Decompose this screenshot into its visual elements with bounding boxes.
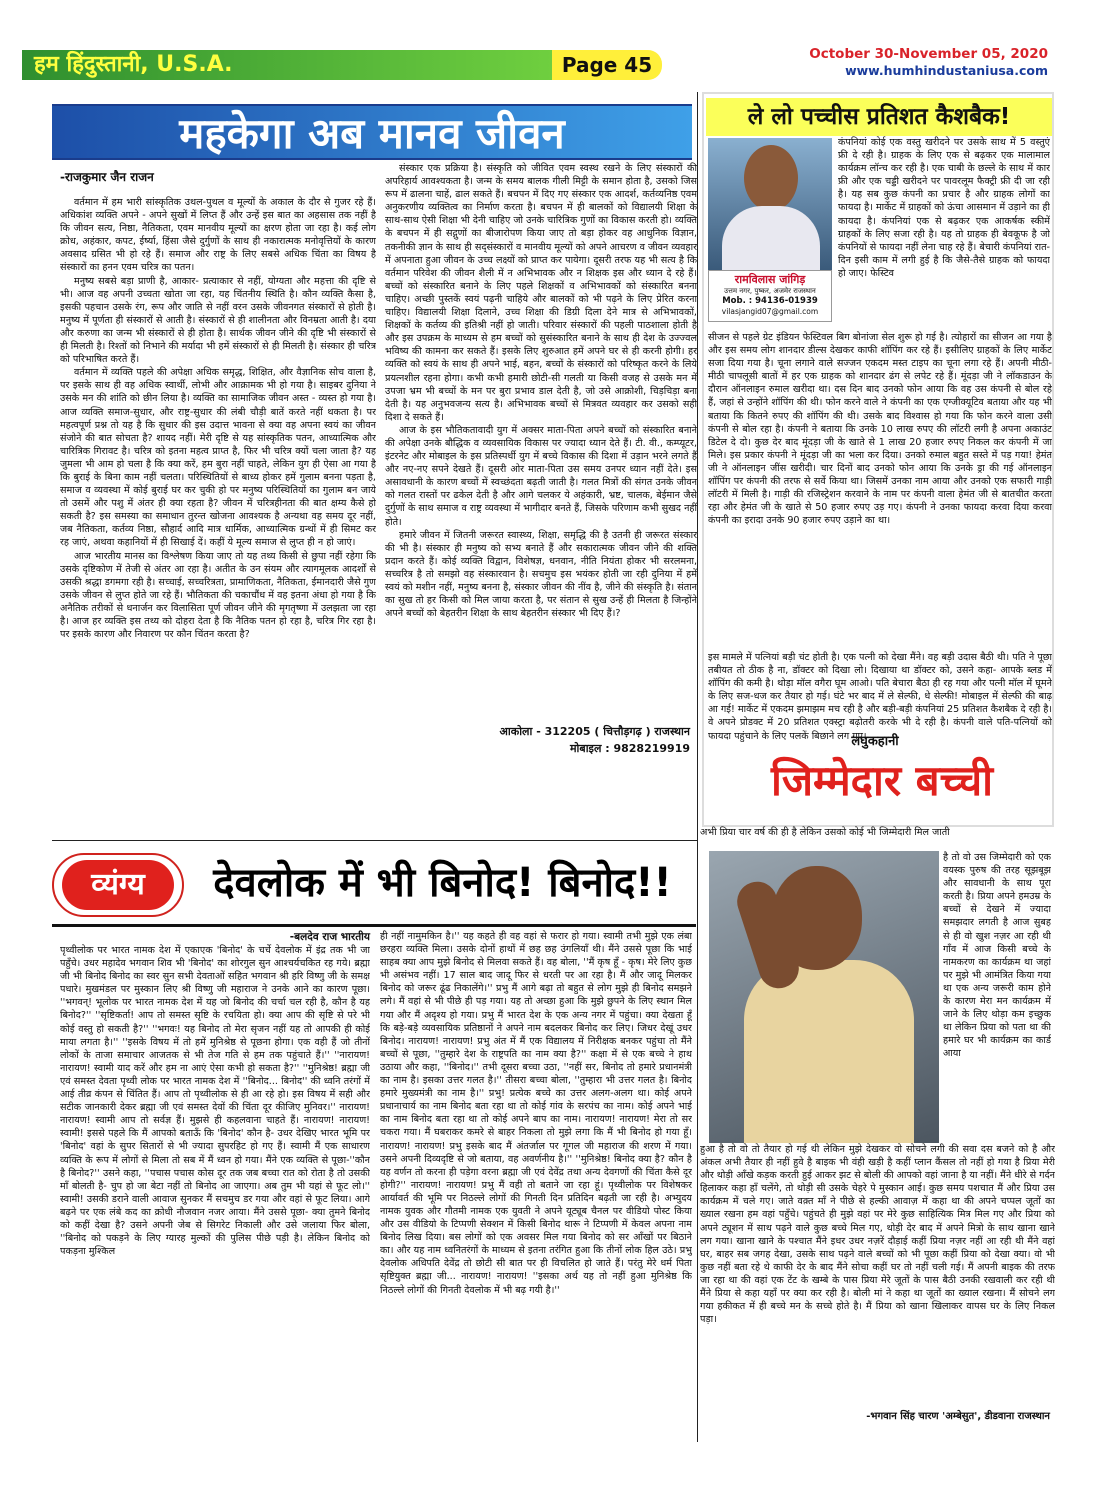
- author-name: रामविलास जांगिड़: [734, 273, 806, 286]
- cashback-intro: कंपनियां कोई एक वस्तु खरीदने पर उसके साथ में 5 वस्तुएं फ्री दे रही है। ग्राहक के लिए एक से बढ़कर एक मालामाल कार्यक्रम लॉन्च कर रही है। एक चाबी के छल्ले के साथ में कार फ्री और एक चड्डी खरीदने पर पावरलूम फैक्ट्री फ्री दी जा रही है। यह सब कुछ कंपनी का प्रचार है और ग्राहक लोगों का फायदा है। मार्केट में ग्राहकों को ऊंचा आसमान में उड़ाने का ही कायदा है। कंपनियां एक से बढ़कर एक आकर्षक स्कीमें ग्राहकों के लिए सजा रही है। यह तो ग्राहक ही बेवकूफ है जो कंपनियों से फायदा नहीं लेना चाह रहे हैं। बेचारी कंपनियां रात-दिन इसी काम में लगी हुई है कि जैसे-तैसे ग्राहक को फायदा हो जाए। फेस्टिव: [838, 137, 1050, 279]
- paragraph: मनुष्य सबसे बड़ा प्राणी है, आकार- प्रत्याकार से नहीं, योग्यता और महत्ता की दृष्टि से भी। आज वह अपनी उच्चता खोता जा रहा, यह चिंतनीय स्थिति है। कौन व्यक्ति कैसा है, इसकी पहचान उसके रंग, रूप और जाति से नहीं वरन उसके जीवनगत संस्कारों से होती है। मनुष्य में पूर्णता ही संस्कारों से आती है। संस्कारों से ही शालीनता और विनम्रता आती है। दया और करुणा का जन्म भी संस्कारों से ही होता है। सार्थक जीवन जीने की दृष्टि भी संस्कारों से ही मिलती है। रिश्तों को निभाने की मर्यादा भी हमें संस्कारों से ही मिलती है। संस्कार ही चरित्र को परिभाषित करते हैं।: [60, 275, 376, 366]
- author-mobile: मोबाइल : 9828219919: [569, 742, 690, 755]
- paragraph: हमारे जीवन में जितनी जरूरत स्वास्थ्य, शिक्षा, समृद्धि की है उतनी ही जरूरत संस्कार की भी है। संस्कार ही मनुष्य को सभ्य बनाते हैं और सकारात्मक जीवन जीने की शक्ति प्रदान करते हैं। कोई व्यक्ति विद्वान, विशेषज्ञ, धनवान, नीति नियंता होकर भी सरलमना, सच्चरित्र है तो समझो वह संस्कारवान है। सचमुच इस भयंकर होती जा रही दुनिया में हमें स्वयं को मशीन नहीं, मनुष्य बनना है, संस्कार जीवन की नींव है, जीने की संस्कृति है। संतान का सुख तो हर किसी को मिल जाया करता है, पर संतान से सुख उन्हें ही मिलता है जिन्होंने अपने बच्चों को बेहतरीन शिक्षा के साथ बेहतरीन संस्कार भी दिए हैं।?: [385, 529, 697, 620]
- satire-column-1: पृथ्वीलोक पर भारत नामक देश में एकाएक 'बिनोद' के चर्चे देवलोक में इंद्र तक भी जा पहुँचे। उधर महादेव भगवान शिव भी 'बिनोद' का शोरगुल सुन आश्चर्यचकित रह गये। ब्रह्मा जी भी बिनोद बिनोद का स्वर सुन सभी देवताओं सहित भगवान श्री हरि विष्णु जी के समक्ष पधारे। मुखमंडल पर मुस्कान लिए श्री विष्णु जी महाराज ने उनके आने का कारण पूछा। ''भगवन्! भूलोक पर भारत नामक देश में यह जो बिनोद की चर्चा चल रही है, कौन है यह बिनोद?'' ''सृष्टिकर्ता! आप तो समस्त सृष्टि के रचयिता हो। क्या आप की सृष्टि से परे भी कोई वस्तु हो सकती है?'' ''भगवः! यह बिनोद तो मेरा सृजन नहीं यह तो आपकी ही कोई माया लगता है।'' ''इसके विषय में तो हमें मुनिश्रेष्ठ से पूछना होगा। एक वही हैं जो तीनों लोकों के ताजा समाचार आजतक से भी तेज गति से हम तक पहुंचाते हैं।'' ''नारायण! नारायण! स्वामी याद करें और हम ना आएं ऐसा कभी हो सकता है?'' ''मुनिश्रेष्ठ! ब्रह्मा जी एवं समस्त देवता पृथ्वी लोक पर भारत नामक देश में ''बिनोद... बिनोद'' की ध्वनि तरंगों में आई तीव्र कंपन से चिंतित हैं। आप तो पृथ्वीलोक से ही आ रहे हो। इस विषय में सही और सटीक जानकारी देकर ब्रह्मा जी एवं समस्त देवों की चिंता दूर कीजिए मुनिवर।'' नारायण! नारायण! स्वामी आप तो सर्वज्ञ हैं। मुझसे ही कहलवाना चाहते हैं। नारायण! नारायण! स्वामी! इससे पहले कि मैं आपको बताऊँ कि 'बिनोद' कौन है- उधर देखिए भारत भूमि पर 'बिनोद' वहां के सुपर सितारों से भी ज्यादा सुपरहिट हो गए हैं। स्वामी मैं एक साधारण व्यक्ति के रूप में लोगों से मिला तो सब में मैं ध्वन हो गया। मैंने एक व्यक्ति से पूछा-''कौन है बिनोद?'' उसने कहा, ''पचास पचास कोस दूर तक जब बच्चा रात को रोता है तो उसकी माँ बोलती है- चुप हो जा बेटा नहीं तो बिनोद आ जाएगा। अब तुम भी यहां से फूट लो।'' स्वामी! उसकी डराने वाली आवाज सुनकर मैं सचमुच डर गया और वहां से फूट लिया। आगे बढ़ने पर एक लंबे कद का क्रोधी नौजवान नजर आया। मैंने उससे पूछा- क्या तुमने बिनोद को कहीं देखा है? उसने अपनी जेब से सिगरेट निकाली और उसे जलाया फिर बोला, ''बिनोद को पकड़ने के लिए ग्यारह मुल्कों की पुलिस पीछे पड़ी है। लेकिन बिनोद को पकड़ना मुश्किल: [60, 945, 370, 1258]
- satire-author: -बलदेव राज भारतीय: [289, 931, 370, 943]
- issue-date: October 30-November 05, 2020: [809, 46, 1048, 62]
- divider: [52, 924, 696, 927]
- article-column-2: [385, 162, 697, 747]
- cashback-body: सीजन से पहले ग्रेट इंडियन फेस्टिवल बिग बोनांजा सेल शुरू हो गई है। त्योहारों का सीजन आ गया है और इस समय लोग शानदार डील्स देखकर काफी शॉपिंग कर रहे हैं। इसीलिए ग्राहकों के लिए मार्केट सजा दिया गया है। चूना लगाने वाले सज्जन एकदम मस्त टाइप का चूना लगा रहे हैं। अपनी मीठी-मीठी चापलूसी बातों में हर एक ग्राहक को शानदार ढंग से लपेट रहे हैं। मूंदड़ा जी ने लॉकडाउन के दौरान ऑनलाइन रुमाल खरीदा था। दस दिन बाद उनको फोन आया कि वह उस कंपनी से बोल रहे हैं, जहां से उन्होंने शॉपिंग की थी। फोन करने वाले ने कंपनी का एक एग्जीक्यूटिव बताया और यह भी बताया कि कितने रुपए की शॉपिंग की थी। उसके बाद विश्वास हो गया कि फोन करने वाला उसी कंपनी से बोल रहा है। कंपनी ने बताया कि उनके 10 लाख रुपए की लॉटरी लगी है अपना अकाउंट डिटेल दे दो। कुछ देर बाद मूंदड़ा जी के खाते से 1 लाख 20 हजार रुपए निकल कर कंपनी में जा मिले। इस प्रकार कंपनी ने मूंदड़ा जी का भला कर दिया। उनको रुमाल बहुत सस्ते में पड़ गया! हेमंत जी ने ऑनलाइन जींस खरीदी। चार दिनों बाद उनको फोन आया कि उनके ड्रा की गई ऑनलाइन शॉपिंग पर कंपनी की तरफ से सर्वे किया था। जिसमें उनका नाम आया और उनको एक सफारी गाड़ी लॉटरी में मिली है। गाड़ी की रजिस्ट्रेशन करवाने के नाम पर कंपनी वाला हेमंत जी से बातचीत करता रहा और हेमंत जी के खाते से 50 हजार रुपए उड़ गए। कंपनी ने उनका फायदा करवा दिया करवा कंपनी का इरादा उनके 90 हजार रुपए उड़ाने का था।: [708, 332, 1052, 527]
- paper-name: हम हिंदुस्तानी, U.S.A.: [34, 52, 233, 77]
- satire-title: देवलोक में भी बिनोद! बिनोद!!: [213, 860, 672, 906]
- paragraph: आज के इस भौतिकतावादी युग में अक्सर माता-पिता अपने बच्चों को संस्कारित बनाने की अपेक्षा उनके बौद्धिक व व्यवसायिक विकास पर ज्यादा ध्यान देते हैं। टी. वी., कम्प्यूटर, इंटरनेट और मोबाइल के इस प्रतिस्पर्धी युग में बच्चे विकास की दिशा में उड़ान भरने लगते हैं और नए-नए सपने देखते हैं। दूसरी ओर माता-पिता उस समय उनपर ध्यान नहीं देते। इस असावधानी के कारण बच्चों में स्वच्छंदता बढ़ती जाती है। गलत मित्रों की संगत उनके जीवन को गलत रास्तों पर ढकेल देती है और आगे चलकर ये अहंकारी, भ्रष्ट, चालक, बेईमान जैसे दुर्गुणों के साथ समाज व राष्ट्र व्यवस्था में भागीदार बनते हैं, जिसके परिणाम कभी सुखद नहीं होते।: [385, 424, 697, 528]
- page-number-badge: Page 45: [552, 50, 662, 80]
- author-place: उत्तम नगर, पुष्कर, अजमेर राजस्थान: [724, 287, 816, 295]
- story-side-text: है तो वो उस जिम्मेदारी को एक वयस्क पुरुष की तरह सूझबूझ और सावधानी के साथ पूरा करती है। प्रिया अपने हमउम्र के बच्चों से देखने में ज्यादा समझदार लगती है आज सुबह से ही वो खुश नज़र आ रही थी गाँव में आज किसी बच्चे के नामकरण का कार्यक्रम था जहां पर मुझे भी आमंत्रित किया गया था एक अन्य जरूरी काम होने के कारण मेरा मन कार्यक्रम में जाने के लिए थोड़ा कम इच्छुक था लेकिन प्रिया को पता था की हमारे घर भी कार्यक्रम का कार्ड आया: [943, 852, 1051, 1060]
- cashback-body-2: इस मामले में पत्नियां बड़ी चंट होती है। एक पत्नी को देखा मैंने। वह बड़ी उदास बैठी थी। पति ने पूछा तबीयत तो ठीक है ना, डॉक्टर को दिखा लो। दिखाया था डॉक्टर को, उसने कहा- आपके ब्लड में शॉपिंग की कमी है। थोड़ा मॉल वगैरा घूम आओ। पति बेचारा बैठा ही रह गया और पत्नी मॉल में घूमने के लिए सज-धज कर तैयार हो गई। घंटे भर बाद में ले सेल्फी, धे सेल्फी! मोबाइल में सेल्फी की बाढ़ आ गई! मार्केट में एकदम झमाझम मच रही है और बड़ी-बड़ी कंपनियां 25 प्रतिशत कैशबैक दे रही है। वे अपने प्रोडक्ट में 20 प्रतिशत एक्स्ट्रा बढ़ोतरी करके भी दे रही है। कंपनी वाले पति-पत्नियों को फायदा पहुंचाने के लिए पलकें बिछाने लग गए।: [708, 652, 1052, 742]
- story-author: -भगवान सिंह चारण 'अम्बेसुत', डीडवाना राजस्थान: [866, 1411, 1050, 1422]
- author-email: vilasjangid07@gmail.com: [721, 307, 819, 316]
- author-shirt: [722, 206, 820, 270]
- article-column-1: [60, 196, 376, 836]
- article-title: महकेगा अब मानव जीवन: [52, 104, 692, 160]
- author-face: [744, 145, 798, 211]
- newspaper-masthead: [22, 50, 552, 80]
- satire-badge: व्यंग्य: [62, 860, 174, 910]
- story-intro: अभी प्रिया चार वर्ष की ही है लेकिन उसको कोई भी जिम्मेदारी मिल जाती: [700, 827, 950, 838]
- paragraph: वर्तमान में व्यक्ति पहले की अपेक्षा अधिक समृद्ध, शिक्षित, और वैज्ञानिक सोच वाला है, पर इसके साथ ही वह अधिक स्वार्थी, लोभी और आक्रामक भी हो गया है। साइबर दुनिया ने उसके मन की शांति को छीन लिया है। व्यक्ति का सामाजिक जीवन अस्त - व्यस्त हो गया है। आज व्यक्ति समाज-सुधार, और राष्ट्र-सुधार की लंबी चौड़ी बातें करते नहीं थकता है। पर महत्वपूर्ण प्रश्न तो यह है कि सुधार की इस उदात्त भावना से क्या वह अपना स्वयं का जीवन संजोने की बात सोचता है? शायद नहीं। मेरी दृष्टि से यह सांस्कृतिक पतन, आध्यात्मिक और चारित्रिक गिरावट है। चरित्र को इतना महत्व प्राप्त है, फिर भी चरित्र क्यों चला जाता है? यह जुमला भी आम हो चला है कि क्या करें, हम बुरा नहीं चाहते, लेकिन युग ही ऐसा आ गया है कि बुराई के बिना काम नहीं चलता। परिस्थितियों से बाध्य होकर हमें गुलाम बनना पड़ता है, समाज व व्यवस्था में कोई बुराई घर कर चुकी हो पर मनुष्य परिस्थितियों का गुलाम बन जाये तो उसमें और पशु में अंतर ही क्या रहता है? जीवन में चरित्रहीनता की बात क्षम्य कैसे हो सकती है? इस समस्या का समाधान तुरन्त खोजना आवश्यक है अन्यथा वह समय दूर नहीं, जब नैतिकता, कर्तव्य निष्ठा, सौहार्द आदि मात्र धार्मिक, आध्यात्मिक ग्रन्थों में ही सिमट कर रह जाएं, अथवा कहानियों में ही सिखाई दें। कहीं ये मूल्य समाज से लुप्त ही न हो जाएं।: [60, 367, 376, 549]
- author-address: आकोला - 312205 ( चित्तौड़गढ़ ) राजस्थान: [499, 725, 690, 738]
- paragraph: वर्तमान में हम भारी सांस्कृतिक उथल-पुथल व मूल्यों के अकाल के दौर से गुजर रहे हैं। अधिकांश व्यक्ति अपने - अपने सुखों में लिप्त हैं और उन्हें इस बात का अहसास तक नहीं है कि जीवन सत्य, निष्ठा, नैतिकता, एवम मानवीय मूल्यों का क्षरण होता जा रहा है। कई लोग क्रोध, अहंकार, कपट, ईर्ष्या, हिंसा जैसे दुर्गुणों के साथ ही नकारात्मक मनोवृत्तियों के कारण अवसाद ग्रसित भी हो रहे हैं। समाज और राष्ट्र के लिए सबसे अधिक चिंता का विषय है संस्कारों का हनन एवम चरित्र का पतन।: [60, 197, 376, 274]
- author-caption: [708, 270, 832, 322]
- author-mobile: Mob. : 94136-01939: [722, 296, 818, 306]
- child-body: [744, 960, 914, 1143]
- story-title: जिम्मेदार बच्ची: [712, 753, 1052, 809]
- child-head: [772, 866, 862, 970]
- section-label: लघुकहानी: [851, 734, 899, 749]
- cashback-title: ले लो पच्चीस प्रतिशत कैशबैक!: [706, 98, 1052, 136]
- website-link[interactable]: www.humhindustaniusa.com: [845, 63, 1048, 78]
- satire-column-2: ही नहीं नामुमकिन है।'' यह कहते ही वह वहां से फरार हो गया। स्वामी तभी मुझे एक लंबा छरहरा व्यक्ति मिला। उसके दोनों हाथों में छह छह उंगलियाँ थी। मैंने उससे पूछा कि भाई साहब क्या आप मुझे बिनोद से मिलवा सकते हैं। वह बोला, ''मैं कृष हूँ - कृष। मेरे लिए कुछ भी असंभव नहीं। 17 साल बाद जादू फिर से धरती पर आ रहा है। मैं और जादू मिलकर बिनोद को जरूर ढूंढ निकालेंगे।'' प्रभु मैं आगे बढ़ा तो बहुत से लोग मुझे ही बिनोद समझने लगे। मैं वहां से भी पीछे ही पड़ गया। यह तो अच्छा हुआ कि मुझे छुपने के लिए स्थान मिल गया और मैं अदृश्य हो गया। प्रभु मैं भारत देश के एक अन्य नगर में पहुंचा। क्या देखता हूँ कि बड़े-बड़े व्यवसायिक प्रतिष्ठानों ने अपने नाम बदलकर बिनोद कर लिए। जिधर देखूं उधर बिनोद। नारायण! नारायण! प्रभु अंत में मैं एक विद्यालय में निरीक्षक बनकर पहुंचा तो मैंने बच्चों से पूछा, ''तुम्हारे देश के राष्ट्रपति का नाम क्या है?'' कक्षा में से एक बच्चे ने हाथ उठाया और कहा, ''बिनोद।'' तभी दूसरा बच्चा उठा, ''नहीं सर, बिनोद तो हमारे प्रधानमंत्री का नाम है। इसका उत्तर गलत है।'' तीसरा बच्चा बोला, ''तुम्हारा भी उत्तर गलत है। बिनोद हमारे मुख्यमंत्री का नाम है।'' प्रभु! प्रत्येक बच्चे का उत्तर अलग-अलग था। कोई अपने प्रधानाचार्य का नाम बिनोद बता रहा था तो कोई गांव के सरपंच का नाम। कोई अपने भाई का नाम बिनोद बता रहा था तो कोई अपने बाप का नाम। नारायण! नारायण! मेरा तो सर चकरा गया। मैं घबराकर कमरे से बाहर निकला तो मुझे लगा कि मैं भी बिनोद हो गया हूँ। नारायण! नारायण! प्रभु इसके बाद मैं अंतर्जाल पर गूगल जी महाराज की शरण में गया। उसने अपनी दिव्यदृष्टि से जो बताया, वह अवर्णनीय है।'' ''मुनिश्रेष्ठ! बिनोद क्या है? कौन है यह वर्णन तो करना ही पड़ेगा वरना ब्रह्मा जी एवं देवेंद्र तथा अन्य देवगणों की चिंता कैसे दूर होगी?'' नारायण! नारायण! प्रभु मैं वही तो बताने जा रहा हूं। पृथ्वीलोक पर विशेषकर आर्यावर्त की भूमि पर निठल्ले लोगों की गिनती दिन प्रतिदिन बढ़ती जा रही है। अभ्युदय नामक युवक और गौतमी नामक एक युवती ने अपने यूट्यूब चैनल पर वीडियो पोस्ट किया और उस वीडियो के टिप्पणी सेक्शन में किसी बिनोद थारू ने टिप्पणी में केवल अपना नाम बिनोद लिख दिया। बस लोगों को एक अवसर मिल गया बिनोद को सर आँखों पर बिठाने का। और यह नाम ध्वनितरंगों के माध्यम से इतना तरंगित हुआ कि तीनों लोक हिल उठे। प्रभु देवलोक अधिपति देवेंद्र तो छोटी सी बात पर ही विचलित हो जाते हैं। परंतु मेरे धर्म पिता सृष्टियुक्त ब्रह्मा जी... नारायण! नारायण! ''इसका अर्थ यह तो नहीं हुआ मुनिश्रेष्ठ कि निठल्ले लोगों की गिनती देवलोक में भी बढ़ गयी है।'': [380, 931, 692, 1296]
- divider: [52, 840, 697, 841]
- paragraph: संस्कार एक प्रक्रिया है। संस्कृति को जीवित एवम स्वस्थ रखने के लिए संस्कारों की अपरिहार्य आवश्यकता है। जन्म के समय बालक गीली मिट्टी के समान होता है, उसको जिस रूप में ढालना चाहें, ढाल सकते हैं। बचपन में दिए गए संस्कार एक आदर्श, कर्तव्यनिष्ठ एवम अनुकरणीय व्यक्तित्व का निर्माण करता है। बचपन में ही बालकों को विद्यालयी शिक्षा के साथ-साथ ऐसी शिक्षा भी देनी चाहिए जो उनके चारित्रिक गुणों का विकास करती हो। व्यक्ति के बचपन में ही सद्गुणों का बीजारोपण किया जाए तो बड़ा होकर वह आधुनिक विज्ञान, तकनीकी ज्ञान के साथ ही सद्संस्कारों व मानवीय मूल्यों को अपने आचरण व जीवन व्यवहार में अपनाता हुआ जीवन के उच्च लक्ष्यों को प्राप्त कर पायेगा। दूसरी तरफ यह भी सत्य है कि वर्तमान परिवेश की जीवन शैली में न अभिभावक और न शिक्षक इस और ध्यान दे रहे हैं। बच्चों को संस्कारित बनाने के लिए पहले शिक्षकों व अभिभावकों को संस्कारित बनना चाहिए। अच्छी पुस्तकें स्वयं पढ़नी चाहिये और बालकों को भी पढ़ने के लिए प्रेरित करना चाहिए। विद्यालयी शिक्षा दिलाने, उच्च शिक्षा की डिग्री दिला देने मात्र से अभिभावकों, शिक्षकों के कर्तव्य की इतिश्री नहीं हो जाती। परिवार संस्कारों की पहली पाठशाला होती है और इस उपक्रम के माध्यम से हम बच्चों को सुसंस्कारित बनाने के साथ ही देश के उज्ज्वल भविष्य की कामना कर सकते हैं। इसके लिए शुरुआत हमें अपने घर से ही करनी होगी। हर व्यक्ति को स्वयं के साथ ही अपने भाई, बहन, बच्चों के संस्कारों को परिष्कृत करने के लिये प्रयत्नशील रहना होगा। कभी कभी हमारी छोटी-सी गलती या किसी वजह से उसके मन में उपजा भ्रम भी बच्चों के मन पर बुरा प्रभाव डाल देती है, जो उसे आक्रोशी, चिड़चिड़ा बना देती है। यह अनुभवजन्य सत्य है। अभिभावक बच्चों से मित्रवत व्यवहार कर उसको सही दिशा दे सकते हैं।: [385, 163, 697, 423]
- divider: [697, 92, 698, 1442]
- story-body: हुआ है तो वो तो तैयार हो गई थी लेकिन मुझे देखकर वो सोचने लगी की सवा दस बजने को है और अंकल अभी तैयार ही नहीं हुवे है बाइक भी वंही खड़ी है कहीं प्लान कैंसल तो नहीं हो गया है प्रिया मेरी और थोड़ी आँखे कड़क करती हुई आकर झट से बोली की आपको वहां जाना है या नहीं। मैंने धीरे से गर्दन हिलाकर कहा हाँ चलेंगे, तो थोड़ी सी उसके चेहरे पे मुस्कान आई। कुछ समय पशचात मैं और प्रिया उस कार्यक्रम में चले गए। जाते वक़्त माँ ने पीछे से हल्की आवाज़ में कहा था की अपने चप्पल जूतों का ख्याल रखना हम वहां पहुँचे। पहुंचते ही मुझे वहां पर मेरे कुछ साहित्यिक मित्र मिल गए और प्रिया को अपने ट्यूशन में साथ पढ़ने वाले कुछ बच्चे मिल गए, थोड़ी देर बाद में अपने मित्रो के साथ खाना खाने लग गया। खाना खाने के पश्चात मैंने इधर उधर नज़रें दौड़ाई कहीं प्रिया नज़र नहीं आ रही थी मैंने वहां घर, बाहर सब जगह देखा, उसके साथ पढ़ने वाले बच्चों को भी पूछा कहीं प्रिया को देखा क्या। वो भी कुछ नहीं बता रहे थे काफी देर के बाद मैंने सोचा कहीं घर तो नहीं चली गई। मैं अपनी बाइक की तरफ जा रहा था की वहां एक टेंट के खम्बे के पास प्रिया मेरे जूतों के पास बैठी उनकी रखवाली कर रही थी मैंने प्रिया से कहा यहाँ पर क्या कर रही है। बोली मां ने कहा था जूतों का ख्याल रखना। मैं सोचने लग गया हकीकत में ही बच्चे मन के सच्चे होते है। मैं प्रिया को खाना खिलाकर वापस घर के लिए निकल पड़ा।: [700, 1144, 1055, 1326]
- article-author: -राजकुमार जैन राजन: [60, 170, 154, 184]
- paragraph: आज भारतीय मानस का विश्लेषण किया जाए तो यह तथ्य किसी से छुपा नहीं रहेगा कि उसके दृष्टिकोण में तेजी से अंतर आ रहा है। अतीत के उन संयम और त्यागमूलक आदर्शों से उसकी श्रद्धा डगमगा रही है। सच्चाई, सच्चरित्रता, प्रामाणिकता, नैतिकता, ईमानदारी जैसे गुण उसके जीवन से लुप्त होते जा रहे हैं। भौतिकता की चकाचौंध में वह इतना अंधा हो गया है कि अनैतिक तरीकों से धनार्जन कर विलासिता पूर्ण जीवन जीने की मृगतृष्णा में उलझता जा रहा है। आज हर व्यक्ति इस तथ्य को दोहरा देता है कि नैतिक पतन हो रहा है, चरित्र गिर रहा है। पर इसके कारण और निवारण पर कौन चिंतन करता है?: [60, 550, 376, 641]
